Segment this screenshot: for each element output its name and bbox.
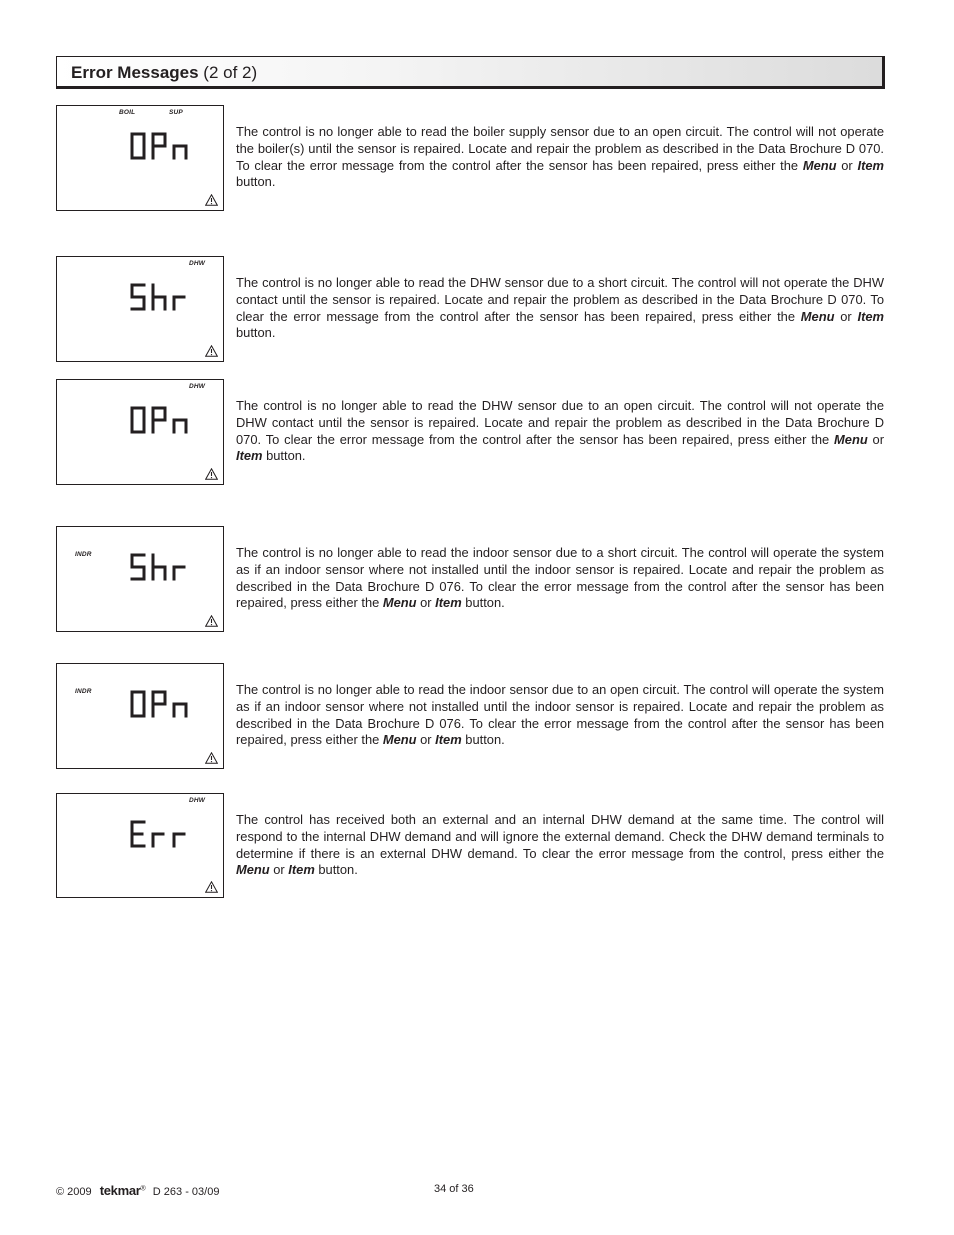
page-title: Error Messages (2 of 2) <box>71 63 258 82</box>
lcd-display <box>56 256 224 362</box>
lcd-label: DHW <box>189 797 206 804</box>
lcd-code-opn <box>129 130 193 164</box>
menu-button-ref: Menu <box>800 308 835 324</box>
error-description: The control is no longer able to read the indoor sensor due to an open circuit. The control will operate the system as if an indoor sensor where not installed until the indoor sensor is repaired. Locate and repair the problem as described in the Data Brochure D 076. To clear the error message from the control after the sensor has been repaired, press either the Menu or Item button. <box>236 682 884 748</box>
lcd-label: DHW <box>189 383 206 390</box>
brand-logo: tekmar <box>99 1183 141 1198</box>
lcd-label: INDR <box>75 688 92 695</box>
error-description: The control is no longer able to read the indoor sensor due to a short circuit. The control will operate the system as if an indoor sensor where not installed until the indoor sensor is repaired. Locate and repair the problem as described in the Data Brochure D 076. To clear the error message from the control after the sensor has been repaired, press either the Menu or Item button. <box>236 545 884 611</box>
page-number: 34 of 36 <box>434 1183 474 1195</box>
item-button-ref: Item <box>435 732 462 748</box>
item-button-ref: Item <box>857 308 885 324</box>
copyright: © 2009 <box>56 1186 92 1198</box>
menu-button-ref: Menu <box>236 862 270 878</box>
item-button-ref: Item <box>236 448 263 464</box>
warning-icon <box>205 752 218 764</box>
warning-icon <box>205 194 218 206</box>
lcd-display <box>56 526 224 632</box>
lcd-code-opn <box>129 404 193 438</box>
item-button-ref: Item <box>435 595 462 611</box>
section-header <box>56 56 885 89</box>
lcd-label: BOIL <box>119 109 136 116</box>
menu-button-ref: Menu <box>834 431 868 447</box>
lcd-code-shr <box>129 281 193 315</box>
lcd-code-shr <box>129 551 193 585</box>
lcd-code-opn <box>129 688 193 722</box>
warning-icon <box>205 345 218 357</box>
warning-icon <box>205 615 218 627</box>
item-button-ref: Item <box>288 862 315 878</box>
lcd-label: SUP <box>169 109 183 116</box>
menu-button-ref: Menu <box>382 732 417 748</box>
warning-icon <box>205 881 218 893</box>
error-description: The control is no longer able to read the DHW sensor due to a short circuit. The control will not operate the DHW contact until the sensor is repaired. Locate and repair the problem as described in the Data Brochure D 070. To clear the error message from the control after the sensor has been repaired, press either the Menu or Item button. <box>236 275 885 341</box>
document-code: D 263 - 03/09 <box>152 1186 220 1198</box>
warning-icon <box>205 468 218 480</box>
lcd-label: INDR <box>75 551 92 558</box>
lcd-display <box>56 793 224 898</box>
error-description: The control is no longer able to read the DHW sensor due to an open circuit. The control will not operate the DHW contact until the sensor is repaired. Locate and repair the problem as described in the Data Brochure D 070. To clear the error message from the control after the sensor has been repaired, press either the Menu or Item button. <box>236 398 885 464</box>
error-description: The control is no longer able to read the boiler supply sensor due to an open circuit. The control will not operate the boiler(s) until the sensor is repaired. Locate and repair the problem as described in the Data Brochure D 070. To clear the error message from the control after the sensor has been repaired, press either the Menu or Item button. <box>236 124 885 190</box>
footer-left <box>56 1183 219 1198</box>
lcd-label: DHW <box>189 260 206 267</box>
item-button-ref: Item <box>857 157 885 173</box>
registered-mark: ® <box>140 1185 146 1193</box>
lcd-code-err <box>129 818 193 852</box>
lcd-display <box>56 105 224 211</box>
menu-button-ref: Menu <box>382 595 417 611</box>
lcd-display <box>56 379 224 485</box>
lcd-display <box>56 663 224 769</box>
menu-button-ref: Menu <box>802 157 837 173</box>
error-description: The control has received both an external and an internal DHW demand at the same time. The control will respond to the internal DHW demand and will ignore the external demand. Check the DHW demand terminals to determine if there is an external DHW demand. To clear the error message from the control, press either the Menu or Item button. <box>236 812 884 878</box>
